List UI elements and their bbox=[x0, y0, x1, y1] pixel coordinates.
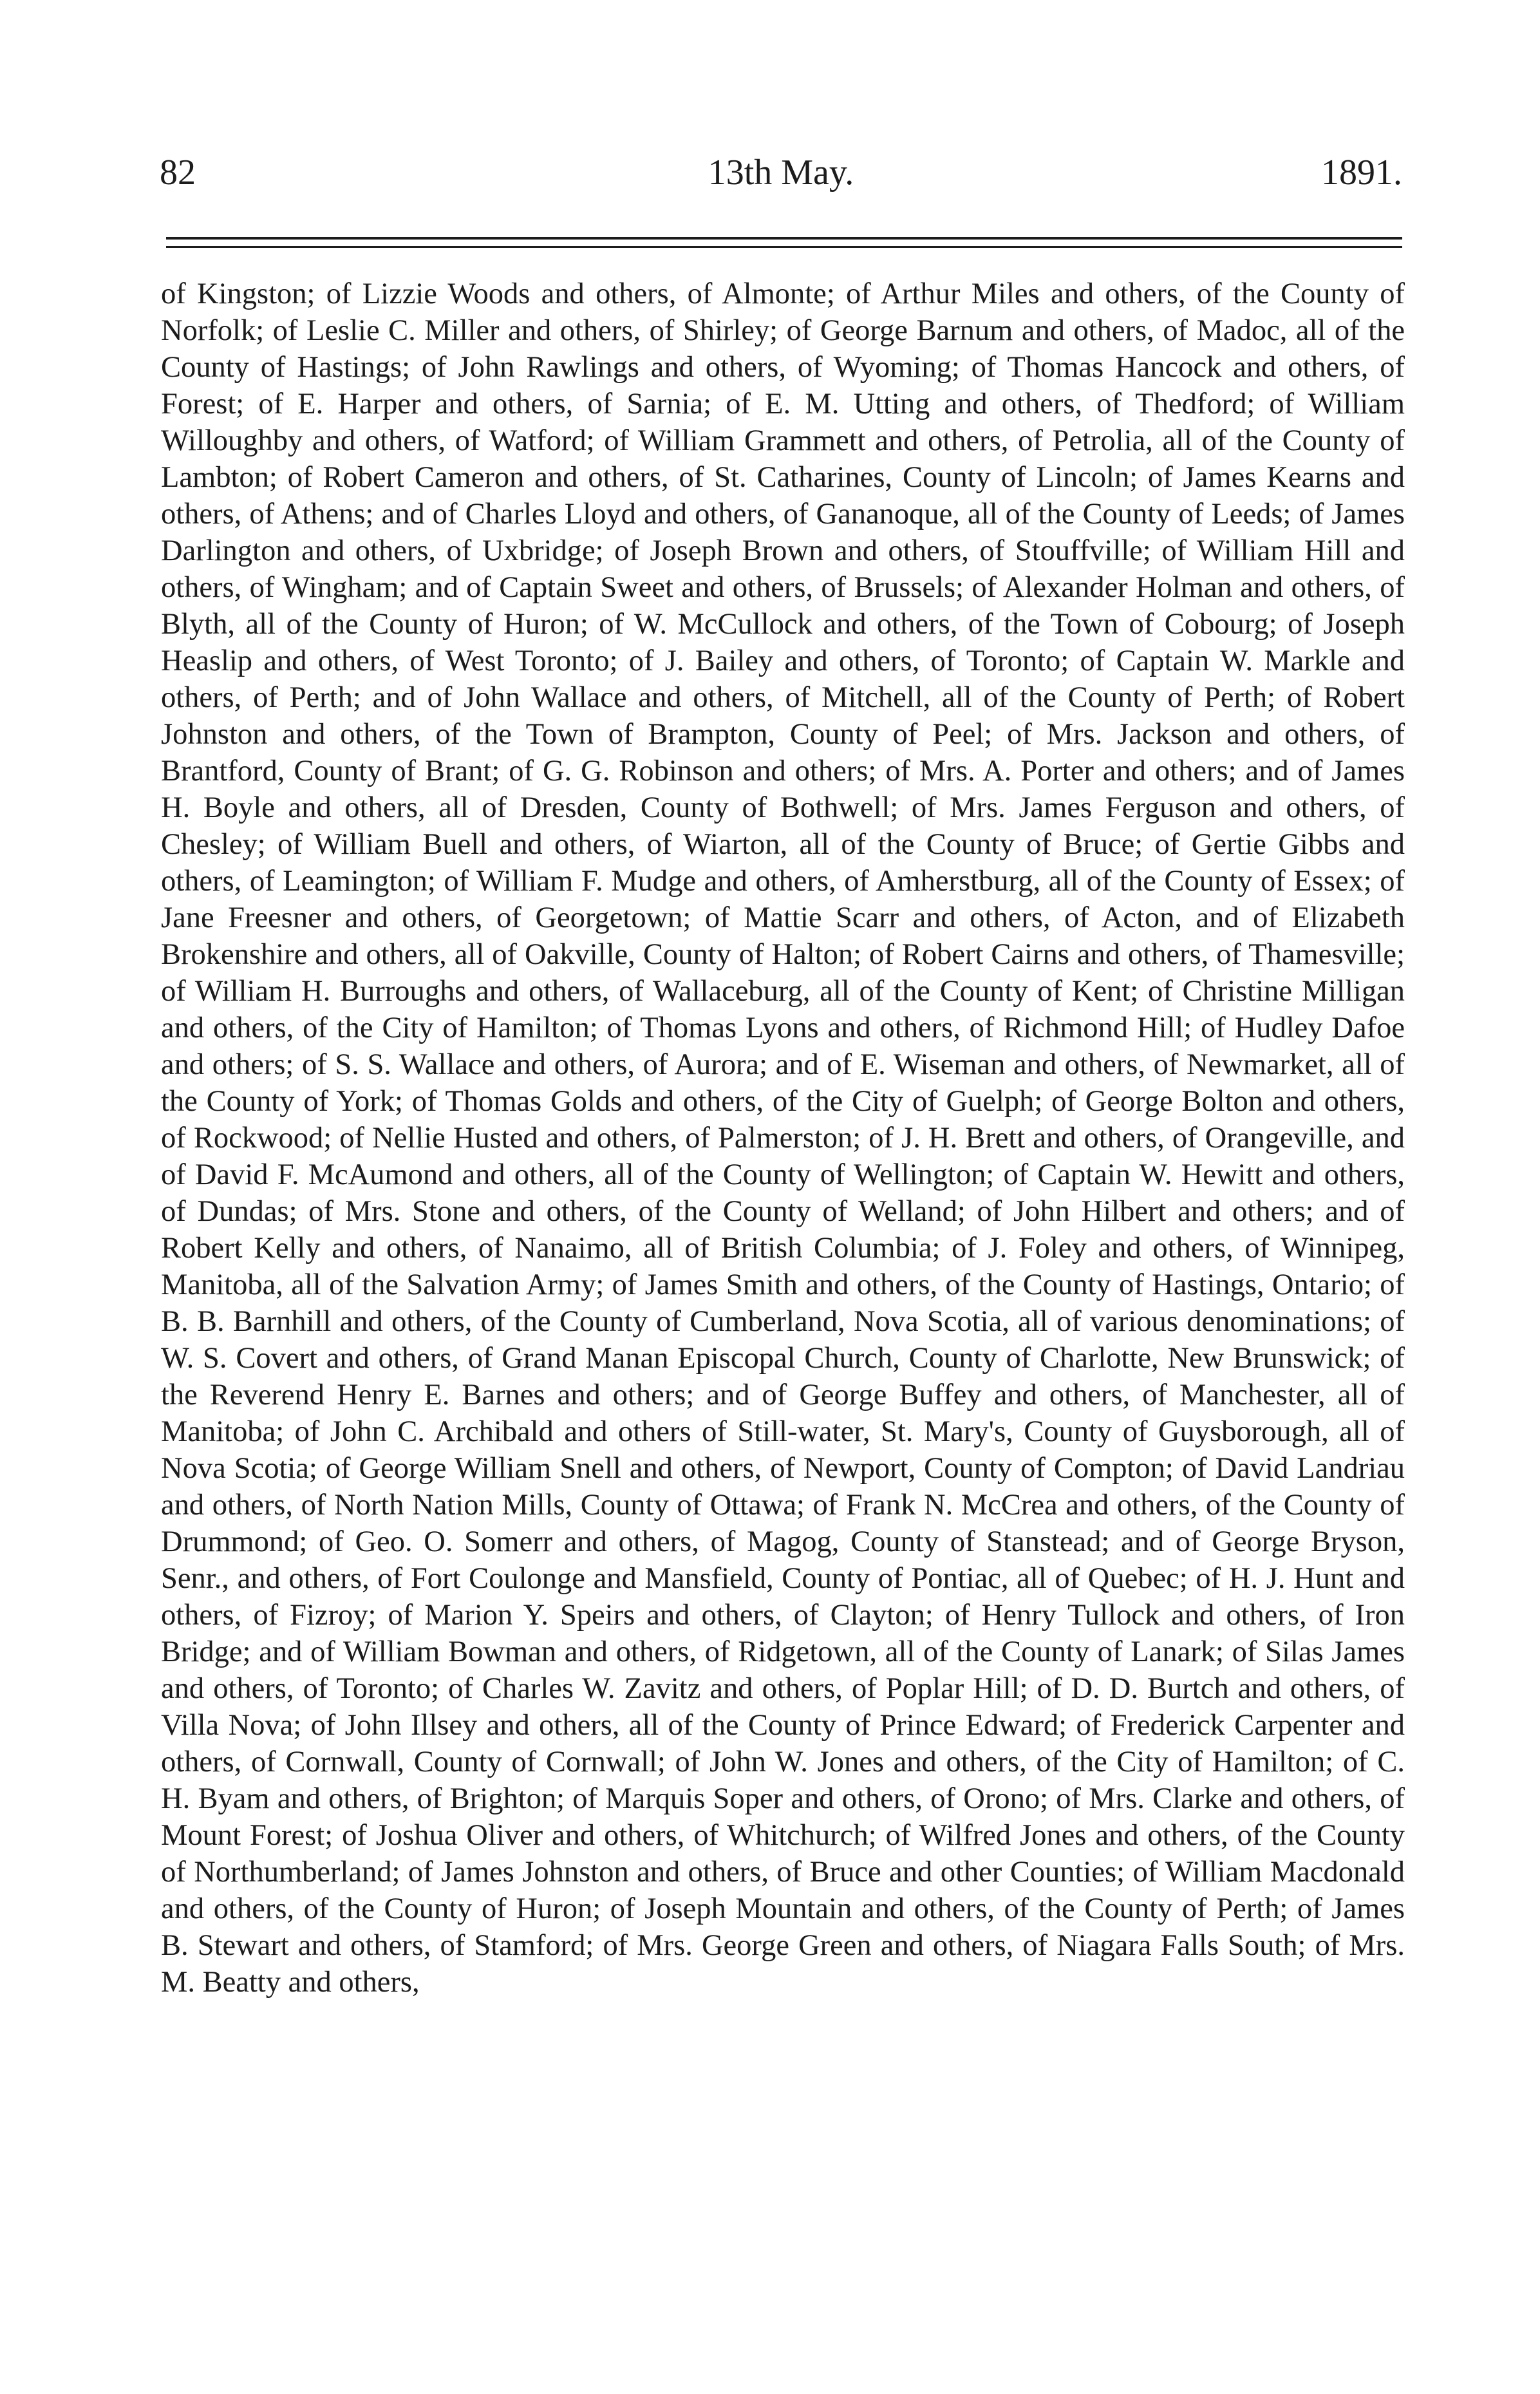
header-date: 13th May. bbox=[708, 153, 854, 193]
header-rule-thick bbox=[166, 237, 1402, 240]
body-paragraph: of Kingston; of Lizzie Woods and others, of Almonte; of Arthur Miles and others, of the County of Norfolk; of Leslie C. Miller and others, of Shirley; of George Barnum and others, of Madoc, all of the County of Hastings; of John Rawlings and others, of Wyoming; of Thomas Hancock and others, of Forest; of E. Harper and others, of Sarnia; of E. M. Utting and others, of Thedford; of William Willoughby and others, of Watford; of William Grammett and others, of Petrolia, all of the County of Lambton; of Robert Cameron and others, of St. Catharines, County of Lincoln; of James Kearns and others, of Athens; and of Charles Lloyd and others, of Gananoque, all of the County of Leeds; of James Darlington and others, of Uxbridge; of Joseph Brown and others, of Stouffville; of William Hill and others, of Wingham; and of Captain Sweet and others, of Brussels; of Alexander Holman and others, of Blyth, all of the County of Huron; of W. McCullock and others, of the Town of Cobourg; of Joseph Heaslip and others, of West Toronto; of J. Bailey and others, of Toronto; of Captain W. Markle and others, of Perth; and of John Wallace and others, of Mitchell, all of the County of Perth; of Robert Johnston and others, of the Town of Brampton, County of Peel; of Mrs. Jackson and others, of Brantford, County of Brant; of G. G. Robinson and others; of Mrs. A. Porter and others; and of James H. Boyle and others, all of Dresden, County of Bothwell; of Mrs. James Ferguson and others, of Chesley; of William Buell and others, of Wiarton, all of the County of Bruce; of Gertie Gibbs and others, of Leamington; of William F. Mudge and others, of Amherstburg, all of the County of Essex; of Jane Freesner and others, of Georgetown; of Mattie Scarr and others, of Acton, and of Elizabeth Brokenshire and others, all of Oakville, County of Halton; of Robert Cairns and others, of Thamesville; of William H. Burroughs and others, of Wallaceburg, all of the County of Kent; of Christine Milligan and others, of the City of Hamilton; of Thomas Lyons and others, of Richmond Hill; of Hudley Dafoe and others; of S. S. Wallace and others, of Aurora; and of E. Wiseman and others, of Newmarket, all of the County of York; of Thomas Golds and others, of the City of Guelph; of George Bolton and others, of Rockwood; of Nellie Husted and others, of Palmerston; of J. H. Brett and others, of Orangeville, and of David F. McAumond and others, all of the County of Wellington; of Captain W. Hewitt and others, of Dundas; of Mrs. Stone and others, of the County of Welland; of John Hilbert and others; and of Robert Kelly and others, of Nanaimo, all of British Columbia; of J. Foley and others, of Winnipeg, Manitoba, all of the Salvation Army; of James Smith and others, of the County of Hastings, Ontario; of B. B. Barnhill and others, of the County of Cumberland, Nova Scotia, all of various denominations; of W. S. Covert and others, of Grand Manan Episcopal Church, County of Charlotte, New Brunswick; of the Reverend Henry E. Barnes and others; and of George Buffey and others, of Manchester, all of Manitoba; of John C. Archibald and others of Still-water, St. Mary's, County of Guysborough, all of Nova Scotia; of George William Snell and others, of Newport, County of Compton; of David Landriau and others, of North Nation Mills, County of Ottawa; of Frank N. McCrea and others, of the County of Drummond; of Geo. O. Somerr and others, of Magog, County of Stanstead; and of George Bryson, Senr., and others, of Fort Coulonge and Mansfield, County of Pontiac, all of Quebec; of H. J. Hunt and others, of Fizroy; of Marion Y. Speirs and others, of Clayton; of Henry Tullock and others, of Iron Bridge; and of William Bowman and others, of Ridgetown, all of the County of Lanark; of Silas James and others, of Toronto; of Charles W. Zavitz and others, of Poplar Hill; of D. D. Burtch and others, of Villa Nova; of John Illsey and others, all of the County of Prince Edward; of Frederick Carpenter and others, of Cornwall, County of Cornwall; of John W. Jones and others, of the City of Hamilton; of C. H. Byam and others, of Brighton; of Marquis Soper and others, of Orono; of Mrs. Clarke and others, of Mount Forest; of Joshua Oliver and others, of Whitchurch; of Wilfred Jones and others, of the County of Northumberland; of James Johnston and others, of Bruce and other Counties; of William Macdonald and others, of the County of Huron; of Joseph Mountain and others, of the County of Perth; of James B. Stewart and others, of Stamford; of Mrs. George Green and others, of Niagara Falls South; of Mrs. M. Beatty and others, bbox=[161, 278, 1405, 1999]
page-number: 82 bbox=[160, 153, 196, 193]
page-header bbox=[160, 147, 1402, 198]
header-year: 1891. bbox=[1321, 153, 1402, 193]
header-rule-thin bbox=[166, 246, 1402, 248]
